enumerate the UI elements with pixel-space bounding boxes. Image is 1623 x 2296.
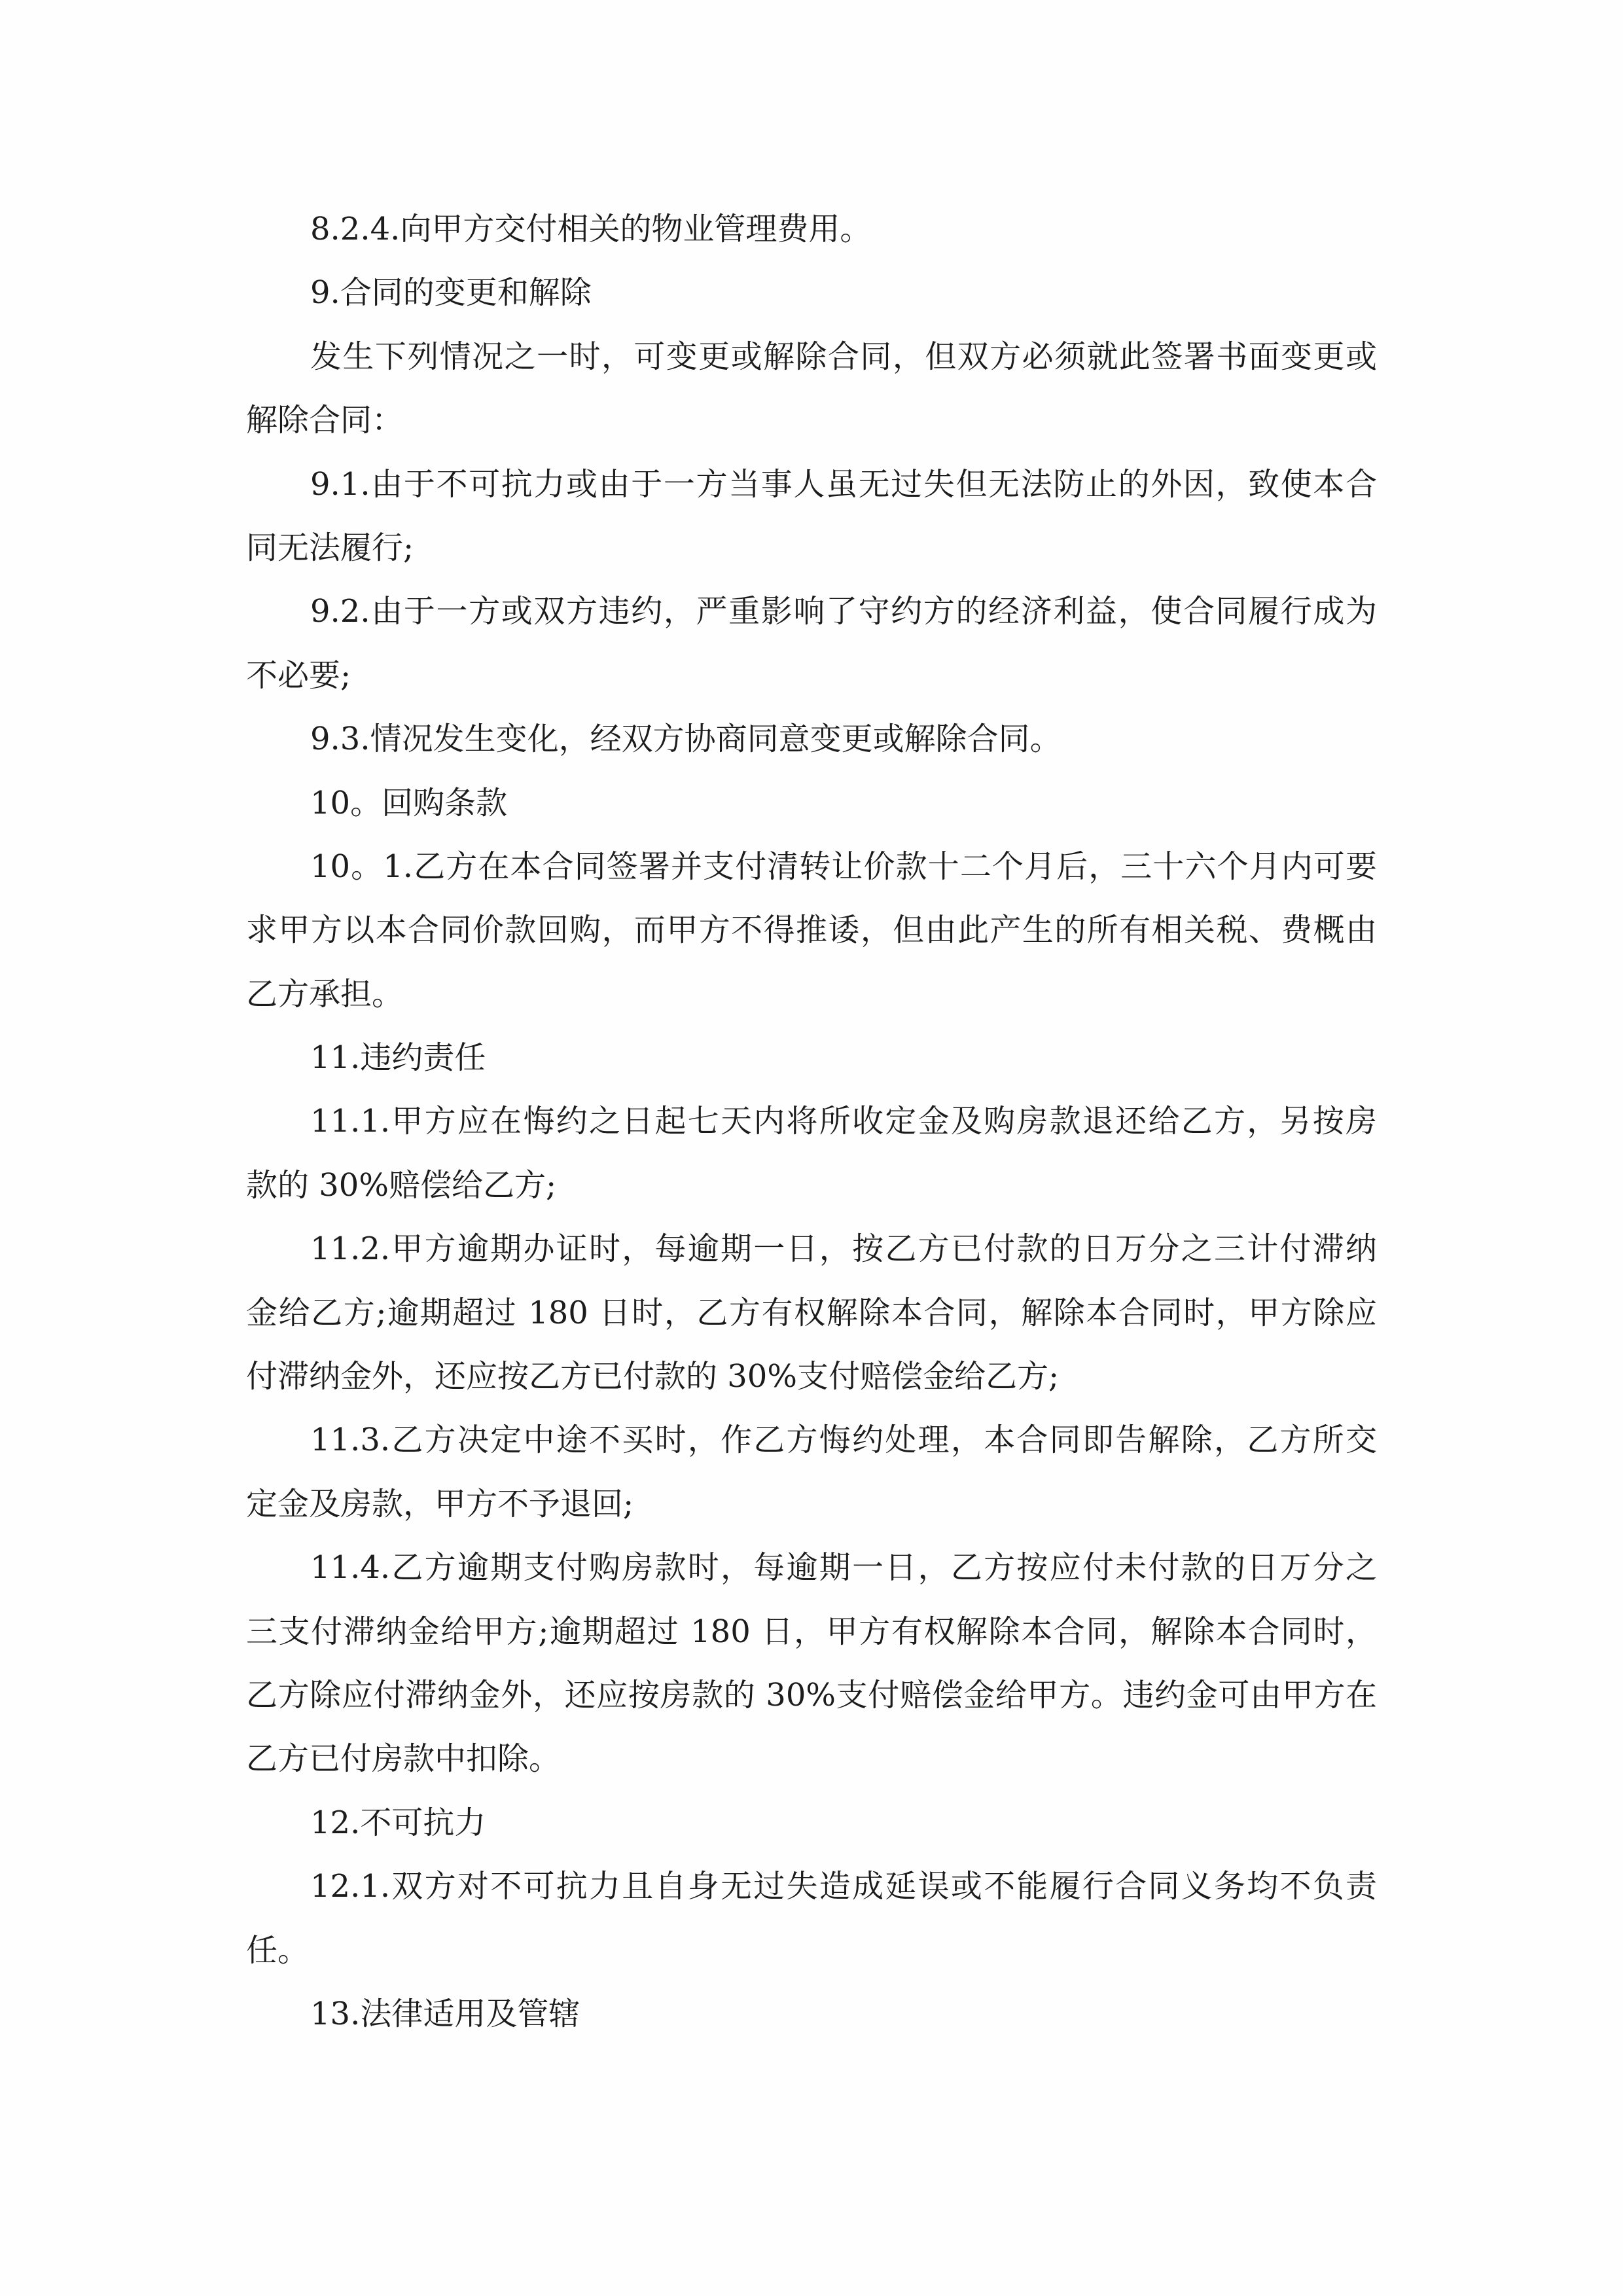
section-heading-9: [246, 261, 1377, 325]
text-line: 9.3.情况发生变化，经双方协商同意变更或解除合同。: [310, 721, 1061, 758]
clause-9-3: [246, 708, 1377, 771]
text-line: 8.2.4.向甲方交付相关的物业管理费用。: [310, 211, 872, 247]
text-line: 11.2.甲方逾期办证时，每逾期一日，按乙方已付款的日万分之三计付滞纳: [310, 1230, 1377, 1268]
text-line: 10。1.乙方在本合同签署并支付清转让价款十二个月后，三十六个月内可要: [310, 848, 1377, 885]
clause-11-2: [246, 1217, 1377, 1408]
clause-9-2: [246, 580, 1377, 708]
section-heading-13: [246, 1982, 1377, 2046]
clause-11-4: [246, 1536, 1377, 1791]
text-line: 乙方除应付滞纳金外，还应按房款的 30%支付赔偿金给甲方。违约金可由甲方在: [246, 1676, 1377, 1713]
text-line: 11.1.甲方应在悔约之日起七天内将所收定金及购房款退还给乙方，另按房: [310, 1103, 1377, 1140]
text-line: 11.4.乙方逾期支付购房款时，每逾期一日，乙方按应付未付款的日万分之: [310, 1549, 1377, 1587]
text-line: 求甲方以本合同价款回购，而甲方不得推诿，但由此产生的所有相关税、费概由: [246, 912, 1377, 949]
document-body: [246, 198, 1377, 2046]
text-line: 解除合同：: [246, 402, 404, 439]
section-heading-11: [246, 1026, 1377, 1090]
text-line: 12.1.双方对不可抗力且自身无过失造成延误或不能履行合同义务均不负责: [310, 1868, 1377, 1905]
text-line: 付滞纳金外，还应按乙方已付款的 30%支付赔偿金给乙方;: [246, 1358, 1060, 1395]
clause-11-3: [246, 1408, 1377, 1536]
clause-10-1: [246, 835, 1377, 1026]
text-line: 任。: [246, 1931, 310, 1969]
text-line: 款的 30%赔偿给乙方;: [246, 1166, 557, 1204]
section-heading-12: [246, 1791, 1377, 1855]
text-line: 乙方承担。: [246, 975, 404, 1013]
text-line: 同无法履行;: [246, 529, 414, 566]
text-line: 不必要;: [246, 656, 351, 694]
paragraph-intro-9: [246, 325, 1377, 453]
text-line: 9.2.由于一方或双方违约，严重影响了守约方的经济利益，使合同履行成为: [310, 593, 1377, 630]
text-line: 金给乙方;逾期超过 180 日时，乙方有权解除本合同，解除本合同时，甲方除应: [246, 1294, 1377, 1331]
text-line: 13.法律适用及管辖: [310, 1995, 580, 2032]
text-line: 乙方已付房款中扣除。: [246, 1740, 561, 1778]
clause-8-2-4: [246, 198, 1377, 261]
text-line: 三支付滞纳金给甲方;逾期超过 180 日，甲方有权解除本合同，解除本合同时，: [246, 1613, 1377, 1650]
text-line: 10。回购条款: [310, 784, 508, 821]
clause-9-1: [246, 453, 1377, 581]
text-line: 11.3.乙方决定中途不买时，作乙方悔约处理，本合同即告解除，乙方所交: [310, 1422, 1377, 1459]
text-line: 12.不可抗力: [310, 1804, 486, 1841]
text-line: 9.1.由于不可抗力或由于一方当事人虽无过失但无法防止的外因，致使本合: [310, 465, 1377, 503]
section-heading-10: [246, 772, 1377, 835]
clause-11-1: [246, 1090, 1377, 1217]
text-line: 11.违约责任: [310, 1039, 486, 1077]
clause-12-1: [246, 1855, 1377, 1982]
text-line: 9.合同的变更和解除: [310, 274, 592, 312]
text-line: 定金及房款，甲方不予退回;: [246, 1485, 634, 1522]
text-line: 发生下列情况之一时，可变更或解除合同，但双方必须就此签署书面变更或: [310, 338, 1377, 375]
